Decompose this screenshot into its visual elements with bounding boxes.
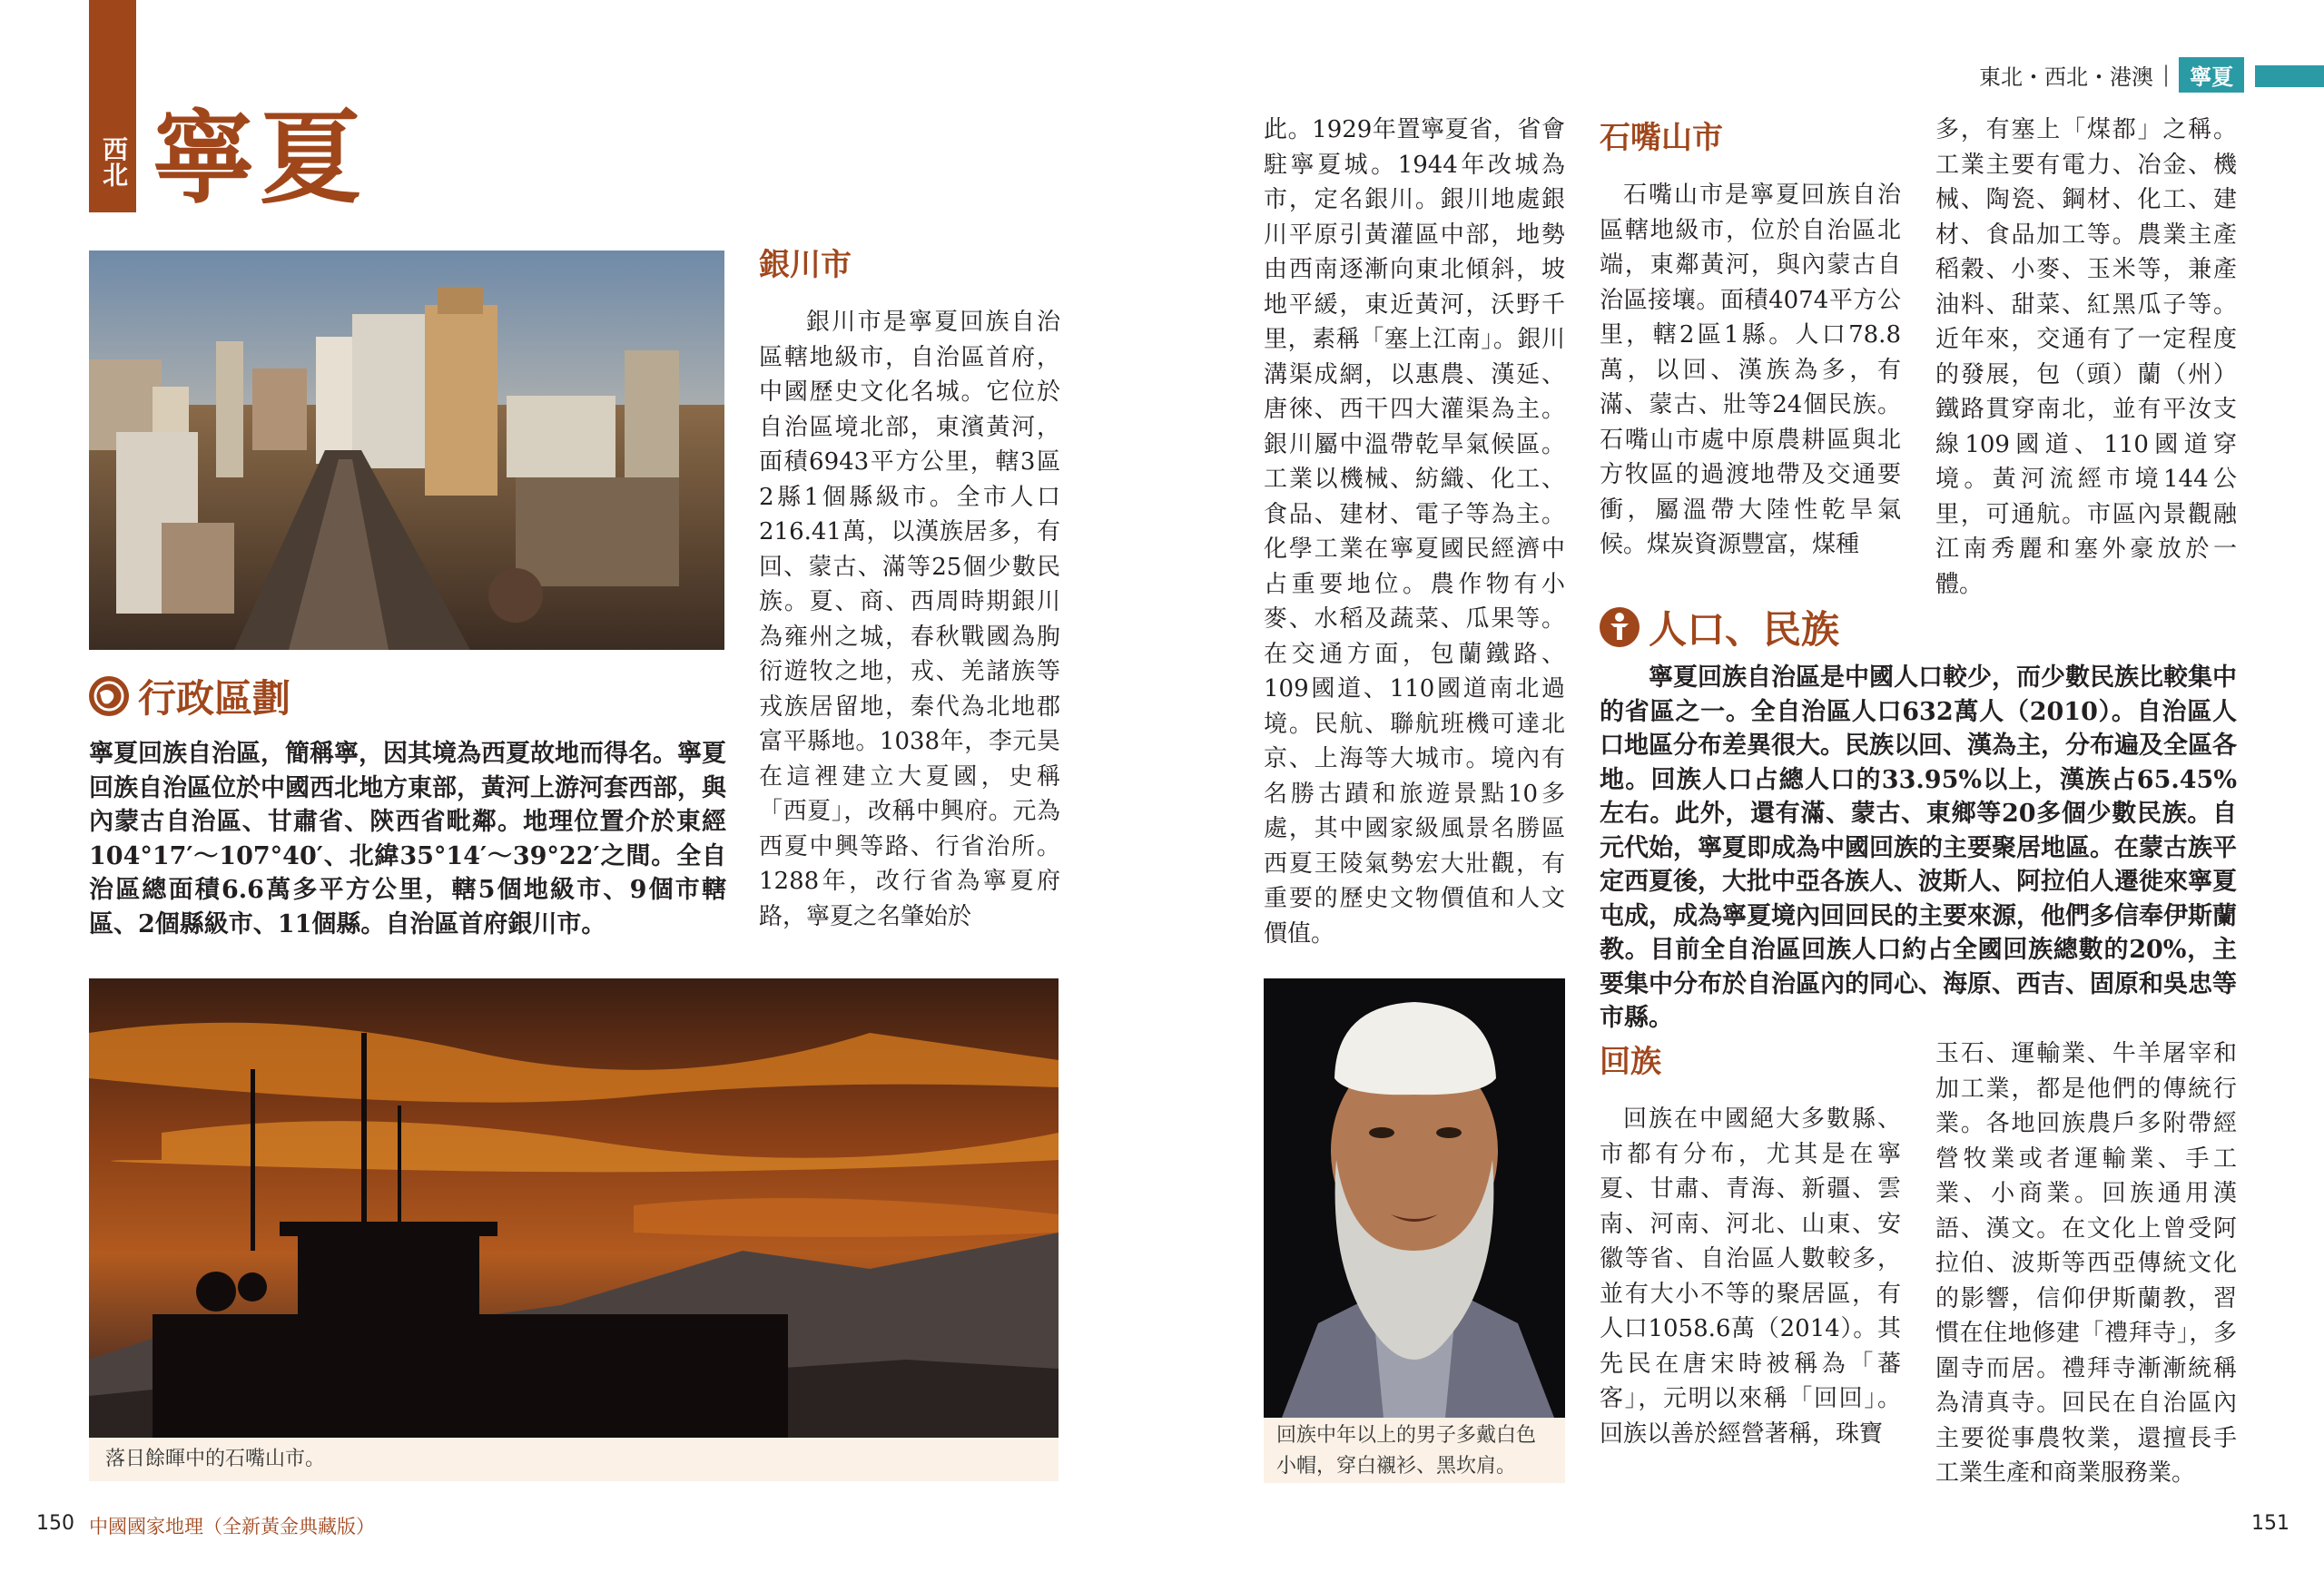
- title-side-label: 西北: [99, 136, 129, 187]
- sunset-caption: 落日餘暉中的石嘴山市。: [105, 1448, 326, 1470]
- breadcrumb-region[interactable]: 東北・西北・港澳: [1979, 64, 2153, 90]
- admin-body: 寧夏回族自治區，簡稱寧，因其境為西夏故地而得名。寧夏回族自治區位於中國西北地方東部，黃河上游河套西部，與內蒙古自治區、甘肅省、陝西省毗鄰。地理位置介於東經104°17′～107°40′、北緯35°14′～39°22′之間。全自治區總面積6.6萬多平方公里，轄5個地級市、9個市轄區、2個縣級市、11個縣。自治區首府銀川市。: [89, 740, 726, 938]
- hui-body-part2: 玉石、運輸業、牛羊屠宰和加工業，都是他們的傳統行業。各地回族農戶多附帶經營牧業或者運輸業、手工業、小商業。回族通用漢語、漢文。在文化上曾受阿拉伯、波斯等西亞傳統文化的影響，信仰伊斯蘭教，習慣在住地修建「禮拜寺」，多圍寺而居。禮拜寺漸漸統稱為清真寺。回民在自治區內主要從事農牧業，還擅長手工業生產和商業服務業。: [1935, 1040, 2237, 1487]
- population-section-heading: [1600, 603, 1839, 652]
- book-title: 中國國家地理（全新黃金典藏版）: [89, 1516, 375, 1538]
- yinchuan-body-part1: 銀川市是寧夏回族自治區轄地級市，自治區首府，中國歷史文化名城。它位於自治區境北部，東濱黃河，面積6943平方公里，轄3區2縣1個縣級市。全市人口216.41萬，以漢族居多，有回、蒙古、滿等25個少數民族。夏、商、西周時期銀川為雍州之城，春秋戰國為朐衍遊牧之地，戎、羌諸族等戎族居留地，秦代為北地郡富平縣地。1038年，李元昊在這裡建立大夏國，史稱「西夏」，改稱中興府。元為西夏中興等路、行省治所。1288年，改行省為寧夏府路，寧夏之名肇始於: [759, 309, 1060, 930]
- admin-heading-text: 行政區劃: [138, 676, 291, 721]
- sunset-image: [89, 978, 1059, 1438]
- shizuishan-body-part1: 石嘴山市是寧夏回族自治區轄地級市，位於自治區北端，東鄰黃河，與內蒙古自治區接壤。面積4074平方公里，轄2區1縣。人口78.8萬，以回、漢族為多，有滿、蒙古、壯等24個民族。石嘴山市處中原農耕區與北方牧區的過渡地帶及交通要衝，屬溫帶大陸性乾旱氣候。煤炭資源豐富，煤種: [1600, 182, 1901, 558]
- page-number-right: 151: [2251, 1512, 2290, 1535]
- portrait-image: [1264, 978, 1565, 1418]
- sunset-photo: [89, 978, 1059, 1438]
- person-icon: [1600, 607, 1640, 647]
- portrait-caption: 回族中年以上的男子多戴白色小帽，穿白襯衫、黑坎肩。: [1276, 1424, 1537, 1478]
- portrait-caption-box: [1264, 1418, 1565, 1483]
- header-tab-strip: [2255, 65, 2324, 87]
- admin-section-heading: [89, 672, 290, 721]
- breadcrumb-separator: |: [2162, 62, 2171, 87]
- hui-man-portrait-photo: [1264, 978, 1565, 1418]
- hui-heading: 回族: [1600, 1044, 1661, 1080]
- page-number-left: 150: [36, 1512, 74, 1535]
- tab-ningxia[interactable]: 寧夏: [2179, 57, 2244, 93]
- sunset-caption-box: [89, 1438, 1059, 1481]
- yinchuan-cityscape-photo: [89, 251, 724, 650]
- population-body: 寧夏回族自治區是中國人口較少，而少數民族比較集中的省區之一。全自治區人口632萬人（2010）。自治區人口地區分布差異很大。民族以回、漢為主，分布遍及全區各地。回族人口占總人口的33.95%以上，漢族占65.45%左右。此外，還有滿、蒙古、東鄉等20多個少數民族。自元代始，寧夏即成為中國回族的主要聚居地區。在蒙古族平定西夏後，大批中亞各族人、波斯人、阿拉伯人遷徙來寧夏屯成，成為寧夏境內回回民的主要來源，他們多信奉伊斯蘭教。目前全自治區回族人口約占全國回族總數的20%，主要集中分布於自治區內的同心、海原、西吉、固原和吳忠等市縣。: [1600, 663, 2237, 1032]
- yinchuan-body-part2: 此。1929年置寧夏省，省會駐寧夏城。1944年改城為市，定名銀川。銀川地處銀川平原引黃灌區中部，地勢由西南逐漸向東北傾斜，坡地平緩，東近黃河，沃野千里，素稱「塞上江南」。銀川溝渠成網，以惠農、漢延、唐徠、西干四大灌渠為主。銀川屬中溫帶乾旱氣候區。工業以機械、紡織、化工、食品、建材、電子等為主。化學工業在寧夏國民經濟中占重要地位。農作物有小麥、水稻及蔬菜、瓜果等。在交通方面，包蘭鐵路、109國道、110國道南北過境。民航、聯航班機可達北京、上海等大城市。境內有名勝古蹟和旅遊景點10多處，其中國家級風景名勝區西夏王陵氣勢宏大壯觀，有重要的歷史文物價值和人文價值。: [1264, 116, 1565, 948]
- header-breadcrumb: [1979, 56, 2244, 93]
- shizuishan-heading: 石嘴山市: [1600, 120, 1723, 156]
- cityscape-image: [89, 251, 724, 650]
- population-heading-text: 人口、民族: [1649, 607, 1840, 652]
- page-title: 寧夏: [153, 99, 367, 218]
- hui-body-part1: 回族在中國絕大多數縣、市都有分布，尤其是在寧夏、甘肅、青海、新疆、雲南、河南、河北、山東、安徽等省、自治區人數較多，並有大小不等的聚居區，有人口1058.6萬（2014）。其先民在唐宋時被稱為「蕃客」，元明以來稱「回回」。回族以善於經營著稱，珠寶: [1600, 1105, 1901, 1448]
- yinchuan-heading: 銀川市: [759, 247, 852, 283]
- globe-icon: [89, 676, 129, 716]
- shizuishan-body-part2: 多，有塞上「煤都」之稱。工業主要有電力、冶金、機械、陶瓷、鋼材、化工、建材、食品加工等。農業主產稻穀、小麥、玉米等，兼產油料、甜菜、紅黑瓜子等。近年來，交通有了一定程度的發展，包（頭）蘭（州）鐵路貫穿南北，並有平汝支線109國道、110國道穿境。黃河流經市境144公里，可通航。市區內景觀融江南秀麗和塞外豪放於一體。: [1935, 116, 2237, 598]
